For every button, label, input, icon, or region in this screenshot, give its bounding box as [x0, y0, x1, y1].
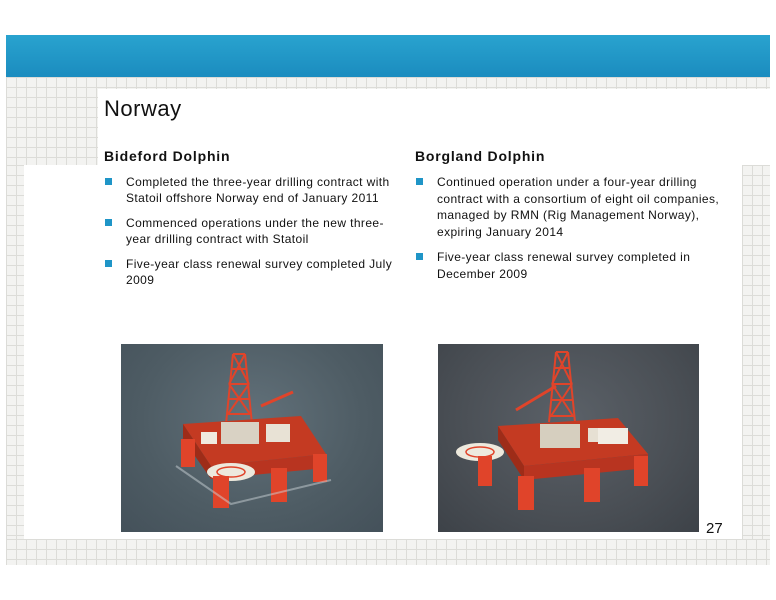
- bullet-text: Commenced operations under the new three-year drilling contract with Statoil: [126, 216, 384, 246]
- bullet-square-icon: [416, 253, 423, 260]
- bideford-dolphin-column: [104, 148, 396, 297]
- column-heading: Borgland Dolphin: [415, 148, 546, 164]
- grid-band-right: [742, 165, 770, 539]
- drilling-rig-illustration: [438, 344, 699, 532]
- bullet-square-icon: [416, 178, 423, 185]
- bullet-text: Five-year class renewal survey completed in December 2009: [437, 250, 691, 281]
- bullet-square-icon: [105, 219, 112, 226]
- column-heading: Bideford Dolphin: [104, 148, 231, 164]
- list-item: [104, 174, 396, 206]
- list-item: [104, 256, 396, 288]
- borgland-dolphin-photo: [438, 344, 699, 532]
- borgland-dolphin-column: [415, 148, 745, 291]
- bullet-text: Five-year class renewal survey completed July 2009: [126, 257, 393, 287]
- header-bar: [6, 35, 770, 77]
- page-title: Norway: [104, 96, 182, 121]
- bideford-dolphin-photo: [121, 344, 383, 532]
- bullet-text: Continued operation under a four-year drilling contract with a consortium of eight oil companies, managed by RMN (Rig Management Norway), expiring January 2014: [437, 175, 720, 239]
- page-number: 27: [706, 520, 723, 537]
- grid-band-left: [6, 165, 24, 539]
- drilling-rig-illustration: [121, 344, 383, 532]
- list-item: [104, 215, 396, 247]
- bullet-list: [415, 174, 745, 282]
- bullet-square-icon: [105, 178, 112, 185]
- list-item: [415, 249, 745, 282]
- bullet-text: Completed the three-year drilling contract with Statoil offshore Norway end of January 2011: [126, 175, 390, 205]
- bullet-square-icon: [105, 260, 112, 267]
- bullet-list: [104, 174, 396, 288]
- grid-band-bottom: [6, 539, 770, 565]
- list-item: [415, 174, 745, 240]
